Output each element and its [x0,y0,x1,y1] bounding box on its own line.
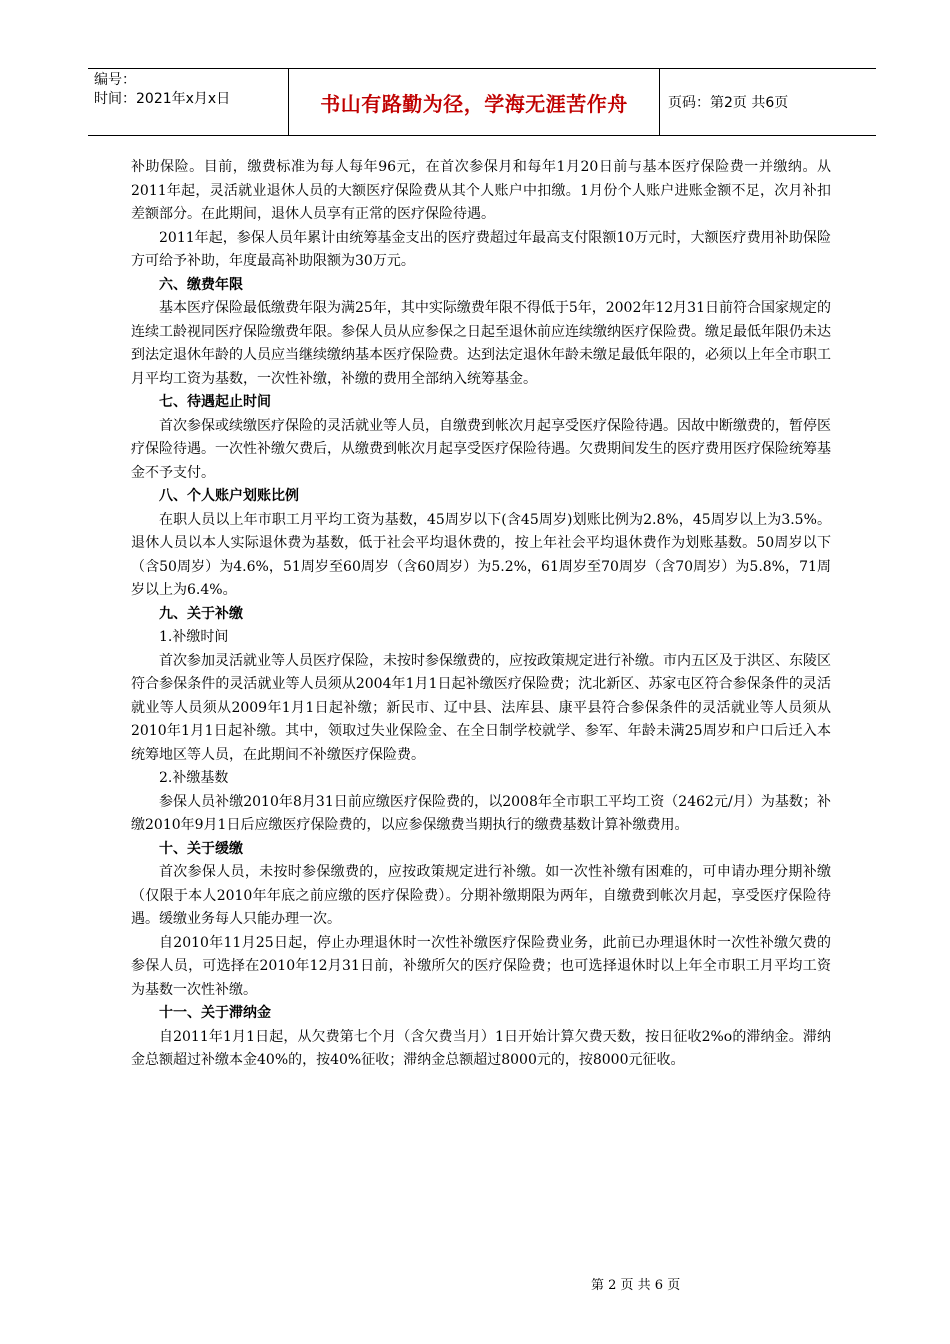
subsection-heading: 1.补缴时间 [159,629,229,645]
section-heading: 七、待遇起止时间 [159,394,271,410]
page-header [88,68,876,136]
subsection-heading: 2.补缴基数 [159,770,229,786]
paragraph: 补助保险。目前，缴费标准为每人每年96元，在首次参保月和每年1月20日前与基本医疗保险费一并缴纳。从2011年起，灵活就业退休人员的大额医疗保险费从其个人账户中扣缴。1月份个人账户进账金额不足，次月补扣差额部分。在此期间，退休人员享有正常的医疗保险待遇。 [131,159,831,222]
paragraph: 首次参加灵活就业等人员医疗保险，未按时参保缴费的，应按政策规定进行补缴。市内五区及于洪区、东陵区符合参保条件的灵活就业等人员须从2004年1月1日起补缴医疗保险费；沈北新区、苏家屯区符合参保条件的灵活就业等人员须从2009年1月1日起补缴；新民市、辽中县、法库县、康平县符合参保条件的灵活就业等人员须从2010年1月1日起补缴。其中，领取过失业保险金、在全日制学校就学、参军、年龄未满25周岁和户口后迁入本统筹地区等人员，在此期间不补缴医疗保险费。 [131,652,831,763]
section-heading: 六、缴费年限 [159,276,243,293]
header-page-number: 页码：第2页 共6页 [668,95,789,111]
section-heading: 九、关于补缴 [159,605,243,622]
section-heading: 十一、关于滞纳金 [159,1005,271,1021]
paragraph: 2011年起，参保人员年累计由统筹基金支出的医疗费超过年最高支付限额10万元时，大额医疗费用补助保险方可给予补助，年度最高补助限额为30万元。 [131,229,831,269]
paragraph: 基本医疗保险最低缴费年限为满25年，其中实际缴费年限不得低于5年，2002年12月31日前符合国家规定的连续工龄视同医疗保险缴费年限。参保人员从应参保之日起至退休前应连续缴纳医疗保险费。缴足最低年限仍未达到法定退休年龄的人员应当继续缴纳基本医疗保险费。达到法定退休年龄未缴足最低年限的，必须以上年全市职工月平均工资为基数，一次性补缴，补缴的费用全部纳入统筹基金。 [131,300,831,387]
section-heading: 八、个人账户划账比例 [159,488,299,504]
paragraph: 自2011年1月1日起，从欠费第七个月（含欠费当月）1日开始计算欠费天数，按日征收2%o的滞纳金。滞纳金总额超过补缴本金40%的，按40%征收；滞纳金总额超过8000元的，按8000元征收。 [131,1028,831,1068]
section-heading: 十、关于缓缴 [159,840,243,857]
document-number-label: 编号： [94,72,136,88]
paragraph: 首次参保或续缴医疗保险的灵活就业等人员，自缴费到帐次月起享受医疗保险待遇。因故中断缴费的，暂停医疗保险待遇。一次性补缴欠费后，从缴费到帐次月起享受医疗保险待遇。欠费期间发生的医疗费用医疗保险统筹基金不予支付。 [131,417,831,481]
page-footer: 第 2 页 共 6 页 [591,1278,681,1293]
paragraph: 参保人员补缴2010年8月31日前应缴医疗保险费的，以2008年全市职工平均工资（2462元/月）为基数；补缴2010年9月1日后应缴医疗保险费的，以应参保缴费当期执行的缴费基数计算补缴费用。 [131,793,831,833]
paragraph: 首次参保人员，未按时参保缴费的，应按政策规定进行补缴。如一次性补缴有困难的，可申请办理分期补缴（仅限于本人2010年年底之前应缴的医疗保险费）。分期补缴期限为两年，自缴费到帐次月起，享受医疗保险待遇。缓缴业务每人只能办理一次。 [131,864,831,927]
paragraph: 在职人员以上年市职工月平均工资为基数，45周岁以下(含45周岁)划账比例为2.8%，45周岁以上为3.5%。退休人员以本人实际退休费为基数，低于社会平均退休费的，按上年社会平均退休费作为划账基数。50周岁以下（含50周岁）为4.6%，51周岁至60周岁（含60周岁）为5.2%，61周岁至70周岁（含70周岁）为5.8%，71周岁以上为6.4%。 [131,511,831,598]
paragraph: 自2010年11月25日起，停止办理退休时一次性补缴医疗保险费业务，此前已办理退休时一次性补缴欠费的参保人员，可选择在2010年12月31日前，补缴所欠的医疗保险费；也可选择退休时以上年全市职工月平均工资为基数一次性补缴。 [131,934,831,998]
document-body [131,156,831,1073]
header-meta [88,69,288,135]
document-time: 时间：2021年x月x日 [94,91,231,107]
header-motto: 书山有路勤为径，学海无涯苦作舟 [288,69,660,135]
